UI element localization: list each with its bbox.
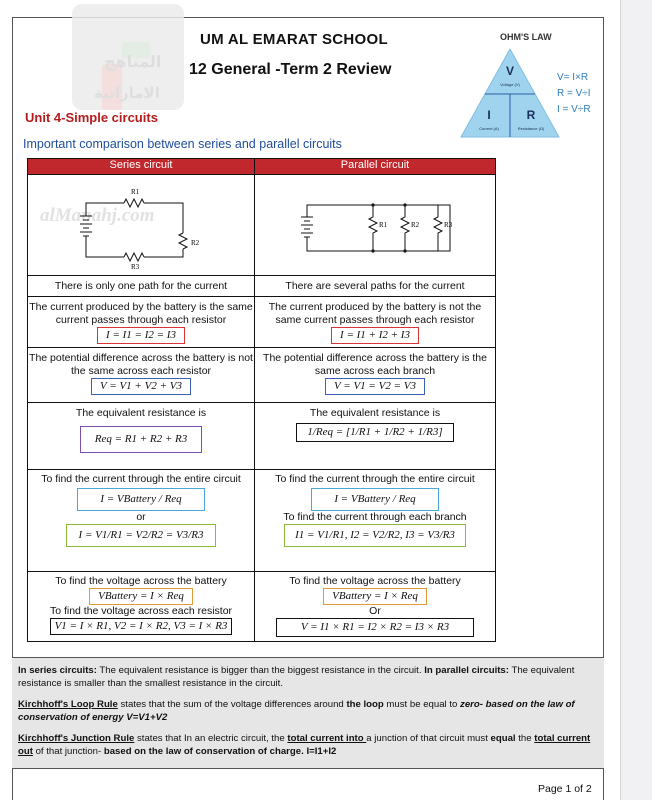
ohm-formula-i: I = V÷R bbox=[557, 104, 591, 115]
parallel-branch-text: To find the current through each branch bbox=[283, 511, 467, 523]
parallel-find-voltage-formula-2: V = I1 × R1 = I2 × R2 = I3 × R3 bbox=[276, 618, 474, 637]
series-voltage-text: The potential difference across the battery is not the same across each resistor bbox=[29, 352, 253, 377]
loop-rule-text-2: must be equal to bbox=[383, 699, 461, 710]
parallel-find-voltage-cell bbox=[255, 572, 496, 642]
series-circuit-diagram bbox=[28, 175, 253, 270]
series-req-text: The equivalent resistance is bbox=[75, 407, 207, 419]
parallel-current-text: The current produced by the battery is not the same current passes through each resistor bbox=[268, 301, 482, 326]
ohm-formula-r: R = V÷I bbox=[557, 88, 591, 99]
parallel-req-cell bbox=[255, 403, 496, 470]
junction-rule-text-4: of that junction- bbox=[32, 746, 104, 757]
comparison-table bbox=[27, 158, 496, 642]
junction-rule-title: Kirchhoff's Junction Rule bbox=[18, 733, 135, 744]
parallel-voltage-cell bbox=[255, 348, 496, 403]
series-diagram-cell bbox=[28, 175, 255, 276]
series-or: or bbox=[136, 511, 146, 523]
note-junction-rule bbox=[18, 732, 598, 758]
junction-rule-text-1: states that In an electric circuit, the bbox=[134, 733, 288, 744]
junction-law: based on the law of conservation of charge. bbox=[103, 746, 304, 757]
parallel-find-voltage-text: To find the voltage across the battery bbox=[289, 575, 461, 587]
parallel-current-formula: I = I1 + I2 + I3 bbox=[331, 327, 419, 344]
school-name: UM AL EMARAT SCHOOL bbox=[200, 31, 388, 48]
series-find-voltage-cell bbox=[28, 572, 255, 642]
series-label-r3: R3 bbox=[131, 263, 140, 270]
parallel-label-r1: R1 bbox=[379, 221, 388, 229]
note-parallel-text: The equivalent resistance is smaller than the smallest resistance in the circuit. bbox=[18, 665, 575, 689]
note-loop-rule bbox=[18, 698, 598, 724]
viewer-side-strip bbox=[620, 0, 652, 800]
loop-rule-law: based on the law of conservation of energy bbox=[18, 699, 575, 723]
parallel-diagram-cell bbox=[255, 175, 496, 276]
parallel-label-r3: R3 bbox=[444, 221, 453, 229]
series-find-current-text: To find the current through the entire circuit bbox=[41, 473, 241, 485]
loop-rule-bold: the loop bbox=[346, 699, 384, 710]
series-find-current-cell bbox=[28, 470, 255, 572]
parallel-current-cell bbox=[255, 297, 496, 348]
parallel-find-current-cell bbox=[255, 470, 496, 572]
review-title: 12 General -Term 2 Review bbox=[189, 61, 392, 78]
parallel-path-cell: There are several paths for the current bbox=[255, 276, 496, 297]
junction-rule-text-2: a junction of that circuit must bbox=[366, 733, 491, 744]
parallel-voltage-formula: V = V1 = V2 = V3 bbox=[325, 378, 425, 395]
parallel-find-voltage-formula: VBattery = I × Req bbox=[323, 588, 427, 605]
series-path-cell: There is only one path for the current bbox=[28, 276, 255, 297]
series-current-text: The current produced by the battery is the same current passes through each resistor bbox=[29, 301, 253, 326]
parallel-req-formula: 1/Req = [1/R1 + 1/R2 + 1/R3] bbox=[296, 423, 453, 442]
ohms-law-triangle bbox=[459, 47, 561, 139]
watermark-text-2: الاماراتية bbox=[94, 84, 160, 102]
parallel-find-current-formula-2: I1 = V1/R1, I2 = V2/R2, I3 = V3/R3 bbox=[284, 524, 466, 547]
series-find-voltage-text: To find the voltage across the battery bbox=[55, 575, 227, 587]
loop-rule-text-1: states that the sum of the voltage differences around bbox=[117, 699, 347, 710]
parallel-find-current-text: To find the current through the entire circuit bbox=[275, 473, 475, 485]
notes-box bbox=[12, 657, 604, 769]
series-voltage-cell bbox=[28, 348, 255, 403]
series-label-r2: R2 bbox=[191, 239, 200, 247]
series-label-r1: R1 bbox=[131, 188, 140, 196]
series-current-cell bbox=[28, 297, 255, 348]
ohms-law-title: OHM'S LAW bbox=[500, 32, 552, 42]
series-find-voltage-formula: VBattery = I × Req bbox=[89, 588, 193, 605]
triangle-i: I bbox=[487, 108, 491, 122]
unit-title: Unit 4-Simple circuits bbox=[25, 110, 158, 125]
loop-rule-title: Kirchhoff's Loop Rule bbox=[18, 699, 118, 710]
watermark-site: alManahj.com bbox=[40, 205, 155, 226]
parallel-or: Or bbox=[369, 605, 381, 617]
parallel-label-r2: R2 bbox=[411, 221, 420, 229]
loop-rule-formula: V=V1+V2 bbox=[123, 712, 168, 723]
junction-total-into: total current into bbox=[287, 733, 367, 744]
triangle-v-label: Voltage (V) bbox=[500, 82, 520, 87]
junction-rule-text-3: the bbox=[515, 733, 535, 744]
note-parallel-label: In parallel circuits: bbox=[424, 665, 509, 676]
series-voltage-formula: V = V1 + V2 + V3 bbox=[91, 378, 191, 395]
page-number: Page 1 of 2 bbox=[538, 783, 592, 795]
series-find-current-formula: I = VBattery / Req bbox=[77, 488, 204, 511]
series-req-formula: Req = R1 + R2 + R3 bbox=[80, 426, 203, 453]
parallel-req-text: The equivalent resistance is bbox=[309, 407, 441, 419]
header-parallel: Parallel circuit bbox=[255, 159, 496, 175]
series-find-current-formula-2: I = V1/R1 = V2/R2 = V3/R3 bbox=[66, 524, 217, 547]
header-series: Series circuit bbox=[28, 159, 255, 175]
comparison-title: Important comparison between series and parallel circuits bbox=[23, 137, 342, 151]
triangle-i-label: Current (A) bbox=[479, 126, 499, 131]
note-series-label: In series circuits: bbox=[18, 665, 97, 676]
series-current-formula: I = I1 = I2 = I3 bbox=[97, 327, 185, 344]
watermark-logo bbox=[72, 4, 184, 110]
ohm-formula-v: V= I×R bbox=[557, 72, 589, 83]
triangle-v: V bbox=[505, 64, 515, 78]
parallel-find-current-formula: I = VBattery / Req bbox=[311, 488, 438, 511]
watermark-text-1: المناهج bbox=[104, 52, 162, 71]
series-find-voltage-formula-2: V1 = I × R1, V2 = I × R2, V3 = I × R3 bbox=[50, 618, 233, 635]
parallel-voltage-text: The potential difference across the battery is the same across each branch bbox=[263, 352, 487, 377]
junction-equal: equal bbox=[490, 733, 516, 744]
note-series-text: The equivalent resistance is bigger than the biggest resistance in the circuit. bbox=[96, 665, 425, 676]
triangle-r-label: Resistance (Ω) bbox=[517, 126, 545, 131]
triangle-r: R bbox=[526, 108, 536, 122]
series-each-resistor-text: To find the voltage across each resistor bbox=[49, 605, 233, 617]
series-req-cell bbox=[28, 403, 255, 470]
note-equivalent-resistance bbox=[18, 664, 598, 690]
parallel-circuit-diagram bbox=[255, 175, 494, 270]
junction-total-out: total current out bbox=[18, 733, 591, 757]
junction-formula: I=I1+I2 bbox=[303, 746, 337, 757]
loop-rule-zero: zero- bbox=[460, 699, 483, 710]
